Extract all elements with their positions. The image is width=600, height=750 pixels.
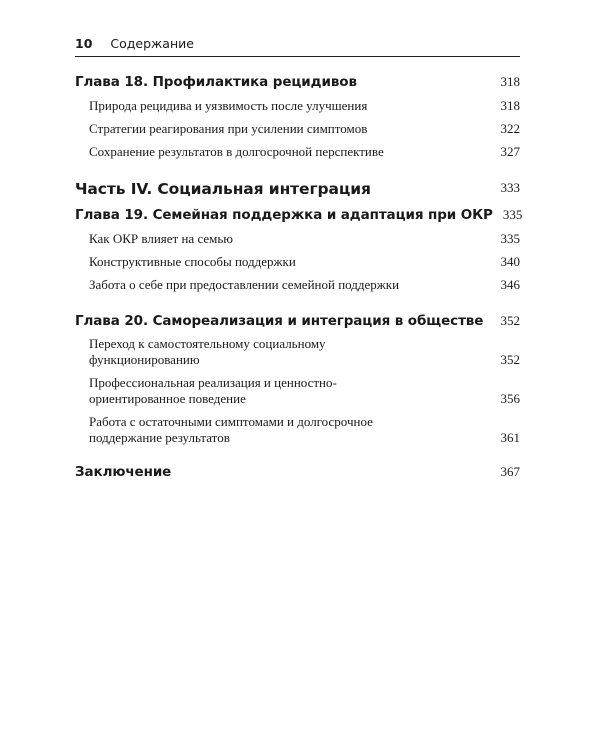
toc-entry-title: Работа с остаточными симптомами и долгосрочное поддержание результатов <box>89 414 373 445</box>
toc-page-number: 318 <box>500 98 520 113</box>
toc-item[interactable] <box>89 254 520 270</box>
toc-page-number: 340 <box>500 254 520 269</box>
toc-entry-title: Конструктивные способы поддержки <box>89 254 296 269</box>
toc-item[interactable] <box>89 144 520 160</box>
toc-entry-title: Глава 18. Профилактика рецидивов <box>75 74 357 90</box>
toc-page-number: 327 <box>500 144 520 159</box>
running-head <box>75 36 520 56</box>
toc-item[interactable] <box>89 375 520 407</box>
toc-item[interactable] <box>89 231 520 247</box>
toc-part-4[interactable] <box>75 180 520 198</box>
toc-entry-title: Сохранение результатов в долгосрочной перспективе <box>89 144 384 159</box>
toc-page-number: 335 <box>500 231 520 246</box>
toc-entry-title: Как ОКР влияет на семью <box>89 231 234 246</box>
section-title: Содержание <box>110 36 194 51</box>
toc-page-number: 352 <box>500 313 520 328</box>
toc-entry-title: Заключение <box>75 464 172 480</box>
toc-entry-title: Переход к самостоятельному социальному функционированию <box>89 336 326 367</box>
toc-page-number: 318 <box>500 74 520 89</box>
page-number: 10 <box>75 36 93 51</box>
toc-chapter-19[interactable] <box>75 207 523 223</box>
toc-entry-title: Забота о себе при предоставлении семейной поддержки <box>89 277 400 292</box>
toc-page-number: 352 <box>500 352 520 367</box>
toc-chapter-18[interactable] <box>75 74 520 90</box>
toc-page-number: 367 <box>500 464 520 479</box>
toc-item[interactable] <box>89 336 520 368</box>
toc-entry-title: Стратегии реагирования при усилении симптомов <box>89 121 368 136</box>
toc-entry-title: Природа рецидива и уязвимость после улучшения <box>89 98 368 113</box>
toc-page-number: 356 <box>500 391 520 406</box>
toc-page-number: 333 <box>500 180 520 195</box>
toc-item[interactable] <box>89 414 520 446</box>
toc-entry-title: Профессиональная реализация и ценностно-ориентированное поведение <box>89 375 337 406</box>
toc-entry-title: Часть IV. Социальная интеграция <box>75 180 371 198</box>
toc-item[interactable] <box>89 121 520 137</box>
toc-item[interactable] <box>89 277 520 293</box>
toc-page-number: 346 <box>500 277 520 292</box>
header-rule <box>75 56 520 57</box>
toc-chapter-20[interactable] <box>75 313 520 329</box>
toc-item[interactable] <box>89 98 520 114</box>
toc-page-number: 361 <box>500 430 520 445</box>
toc-page-number: 335 <box>502 207 523 222</box>
toc-entry-title: Глава 20. Самореализация и интеграция в обществе <box>75 313 484 329</box>
toc-page-number: 322 <box>500 121 520 136</box>
toc-entry-title: Глава 19. Семейная поддержка и адаптация при ОКР <box>75 207 493 223</box>
toc-conclusion[interactable] <box>75 464 520 480</box>
